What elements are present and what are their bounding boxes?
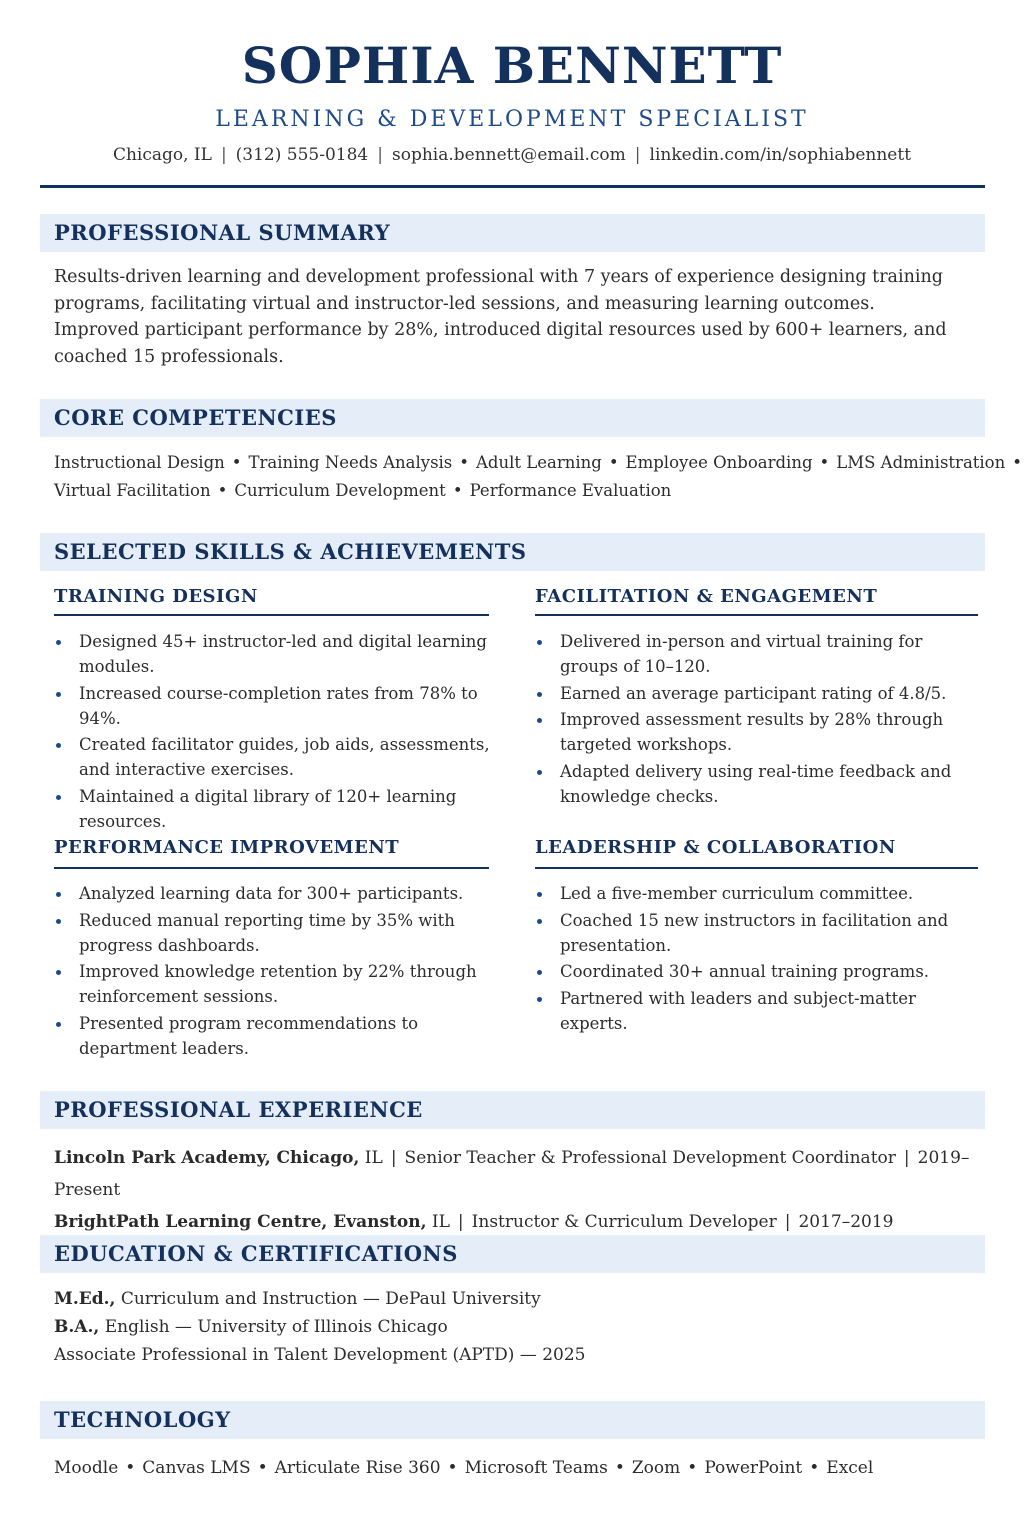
education-heading: EDUCATION & CERTIFICATIONS	[54, 1241, 458, 1266]
skill-group-title: PERFORMANCE IMPROVEMENT	[54, 837, 400, 858]
technology-item: Canvas LMS	[142, 1458, 251, 1478]
contact-line	[0, 145, 1024, 165]
list-item: Increased course-completion rates from 78% to 94%.	[54, 681, 504, 731]
competency-item: Curriculum Development	[234, 481, 446, 500]
technology-heading: TECHNOLOGY	[54, 1407, 231, 1432]
employer-location: IL	[431, 1212, 450, 1232]
list-item: Earned an average participant rating of 4.8/5.	[535, 681, 975, 706]
competencies-list	[54, 449, 1022, 505]
contact-separator: |	[634, 145, 641, 165]
list-item: Partnered with leaders and subject-matter experts.	[535, 986, 975, 1036]
list-item: Coached 15 new instructors in facilitation and presentation.	[535, 908, 975, 958]
contact-location: Chicago, IL	[112, 145, 212, 165]
list-item: Created facilitator guides, job aids, assessments, and interactive exercises.	[54, 732, 504, 782]
entry-separator: |	[390, 1148, 397, 1168]
bullet-separator: •	[614, 1458, 625, 1478]
skill-group-list	[535, 881, 975, 1037]
bullet-separator: •	[257, 1458, 268, 1478]
bullet-separator: •	[809, 1458, 820, 1478]
education-entry	[54, 1285, 984, 1313]
degree-name: B.A.,	[54, 1317, 100, 1337]
bullet-separator: •	[459, 453, 470, 472]
skills-heading: SELECTED SKILLS & ACHIEVEMENTS	[54, 539, 527, 564]
list-item: Improved assessment results by 28% through targeted workshops.	[535, 707, 975, 757]
technology-item: Articulate Rise 360	[274, 1458, 441, 1478]
job-role: Instructor & Curriculum Developer	[471, 1212, 777, 1232]
skill-group-list	[54, 629, 504, 835]
competency-item: Employee Onboarding	[625, 453, 813, 472]
technology-item: Excel	[826, 1458, 874, 1478]
list-item: Designed 45+ instructor-led and digital learning modules.	[54, 629, 504, 679]
job-dates: 2017–2019	[798, 1212, 894, 1232]
job-dates: 2019–Present	[54, 1148, 970, 1200]
experience-entry	[54, 1142, 984, 1206]
bullet-separator: •	[217, 481, 228, 500]
technology-list	[54, 1454, 984, 1482]
competency-item: LMS Administration	[836, 453, 1006, 472]
list-item: Improved knowledge retention by 22% through reinforcement sessions.	[54, 959, 504, 1009]
bullet-separator: •	[447, 1458, 458, 1478]
competency-item: Performance Evaluation	[469, 481, 672, 500]
certification-entry	[54, 1341, 984, 1369]
candidate-title: LEARNING & DEVELOPMENT SPECIALIST	[215, 107, 809, 132]
contact-phone: (312) 555-0184	[235, 145, 369, 165]
employer-name: BrightPath Learning Centre, Evanston,	[54, 1212, 427, 1232]
contact-email[interactable]: sophia.bennett@email.com	[391, 145, 626, 165]
competency-item: Training Needs Analysis	[248, 453, 453, 472]
bullet-separator: •	[608, 453, 619, 472]
entry-separator: |	[457, 1212, 464, 1232]
contact-separator: |	[220, 145, 227, 165]
education-entry	[54, 1313, 984, 1341]
summary-text: Results-driven learning and development professional with 7 years of experience designing training programs, facilitating virtual and instructor-led sessions, and measuring learning outcomes. Improved participant performance by 28%, introduced digital resources used by 600+ learners, and coached 15 professionals.	[54, 267, 947, 367]
list-item: Presented program recommendations to department leaders.	[54, 1011, 504, 1061]
entry-separator: |	[903, 1148, 910, 1168]
technology-item: Microsoft Teams	[464, 1458, 608, 1478]
list-item: Delivered in-person and virtual training for groups of 10–120.	[535, 629, 975, 679]
summary-heading: PROFESSIONAL SUMMARY	[54, 220, 391, 245]
employer-name: Lincoln Park Academy, Chicago,	[54, 1148, 360, 1168]
list-item: Analyzed learning data for 300+ participants.	[54, 881, 504, 906]
competency-item: Instructional Design	[54, 453, 225, 472]
skill-group-rule	[54, 614, 489, 616]
bullet-separator: •	[231, 453, 242, 472]
experience-heading: PROFESSIONAL EXPERIENCE	[54, 1097, 423, 1122]
header-divider	[40, 185, 985, 188]
list-item: Reduced manual reporting time by 35% with progress dashboards.	[54, 908, 504, 958]
degree-detail: Curriculum and Instruction — DePaul University	[120, 1289, 541, 1309]
candidate-name: SOPHIA BENNETT	[241, 36, 783, 95]
list-item: Adapted delivery using real-time feedback and knowledge checks.	[535, 759, 975, 809]
employer-location: IL	[364, 1148, 383, 1168]
bullet-separator: •	[687, 1458, 698, 1478]
job-role: Senior Teacher & Professional Development Coordinator	[404, 1148, 896, 1168]
list-item: Led a five-member curriculum committee.	[535, 881, 975, 906]
technology-item: Moodle	[54, 1458, 119, 1478]
skill-group-title: FACILITATION & ENGAGEMENT	[535, 586, 878, 607]
bullet-separator: •	[819, 453, 830, 472]
skill-group-title: LEADERSHIP & COLLABORATION	[535, 837, 896, 858]
technology-item: PowerPoint	[704, 1458, 803, 1478]
degree-name: M.Ed.,	[54, 1289, 116, 1309]
competencies-heading: CORE COMPETENCIES	[54, 405, 337, 430]
skill-group-rule	[535, 867, 978, 869]
skill-group-list	[54, 881, 504, 1062]
list-item: Coordinated 30+ annual training programs.	[535, 959, 975, 984]
skill-group-list	[535, 629, 975, 810]
experience-list	[54, 1142, 984, 1238]
skill-group-rule	[535, 614, 978, 616]
bullet-separator: •	[125, 1458, 136, 1478]
technology-item: Zoom	[631, 1458, 681, 1478]
contact-separator: |	[377, 145, 383, 165]
degree-detail: English — University of Illinois Chicago	[104, 1317, 448, 1337]
certification-detail: Associate Professional in Talent Development (APTD) — 2025	[54, 1345, 586, 1365]
education-list	[54, 1285, 984, 1369]
entry-separator: |	[784, 1212, 791, 1232]
skill-group-title: TRAINING DESIGN	[54, 586, 258, 607]
list-item: Maintained a digital library of 120+ learning resources.	[54, 784, 504, 834]
skill-group-rule	[54, 867, 489, 869]
competency-item: Adult Learning	[476, 453, 602, 472]
competency-item: Virtual Facilitation	[54, 481, 211, 500]
experience-entry	[54, 1206, 984, 1238]
bullet-separator: •	[1012, 453, 1022, 472]
contact-linkedin[interactable]: linkedin.com/in/sophiabennett	[649, 145, 912, 165]
bullet-separator: •	[452, 481, 463, 500]
